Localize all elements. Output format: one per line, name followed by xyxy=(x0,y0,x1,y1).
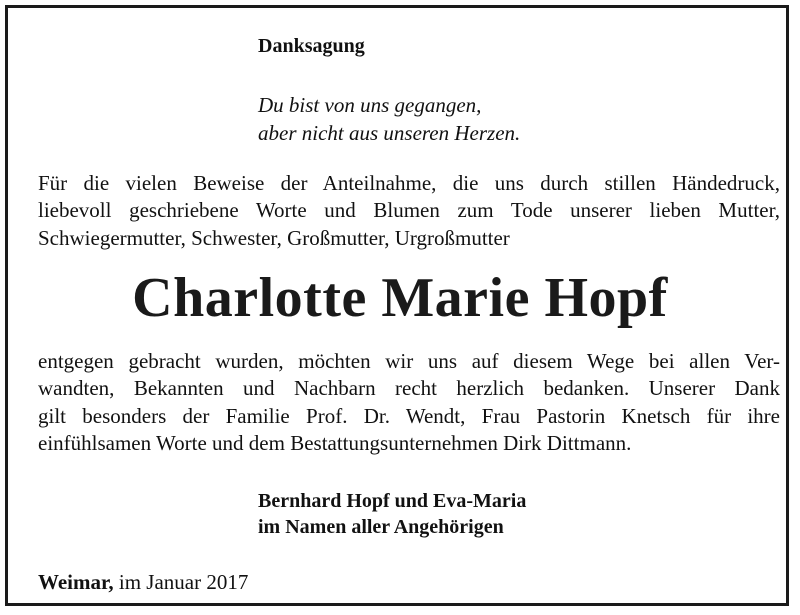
place-date-line xyxy=(38,570,248,595)
paragraph-line: einfühlsamen Worte und dem Bestattungsunternehmen Dirk Dittmann. xyxy=(38,431,632,456)
paragraph-line: Schwiegermutter, Schwester, Großmutter, Urgroßmutter xyxy=(38,225,510,250)
thanks-paragraph-intro xyxy=(38,170,780,252)
paragraph-line: Für die vielen Beweise der Anteilnahme, die uns durch stillen Händedruck, xyxy=(38,171,780,195)
thanks-paragraph-body xyxy=(38,348,780,458)
notice-heading: Danksagung xyxy=(258,35,365,57)
signers-block xyxy=(258,488,526,540)
motto-line: aber nicht aus unseren Herzen. xyxy=(258,121,521,145)
place-name: Weimar, xyxy=(38,570,114,594)
signer-line: Bernhard Hopf und Eva-Maria xyxy=(258,490,527,512)
motto-quote xyxy=(258,91,520,147)
motto-line: Du bist von uns gegangen, xyxy=(258,93,482,117)
signer-line: im Namen aller Angehörigen xyxy=(258,516,504,538)
paragraph-line: liebevoll geschriebene Worte und Blumen zum Tode unserer lieben Mutter, xyxy=(38,198,780,223)
deceased-name: Charlotte Marie Hopf xyxy=(132,267,668,329)
paragraph-line: wandten, Bekannten und Nachbarn recht herzlich bedanken. Unserer Dank xyxy=(38,376,780,401)
obituary-notice xyxy=(5,5,789,606)
notice-date: im Januar 2017 xyxy=(118,570,249,594)
paragraph-line: gilt besonders der Familie Prof. Dr. Wendt, Frau Pastorin Knetsch für ihre xyxy=(38,403,780,428)
paragraph-line: entgegen gebracht wurden, möchten wir uns auf diesem Wege bei allen Ver- xyxy=(38,349,780,373)
